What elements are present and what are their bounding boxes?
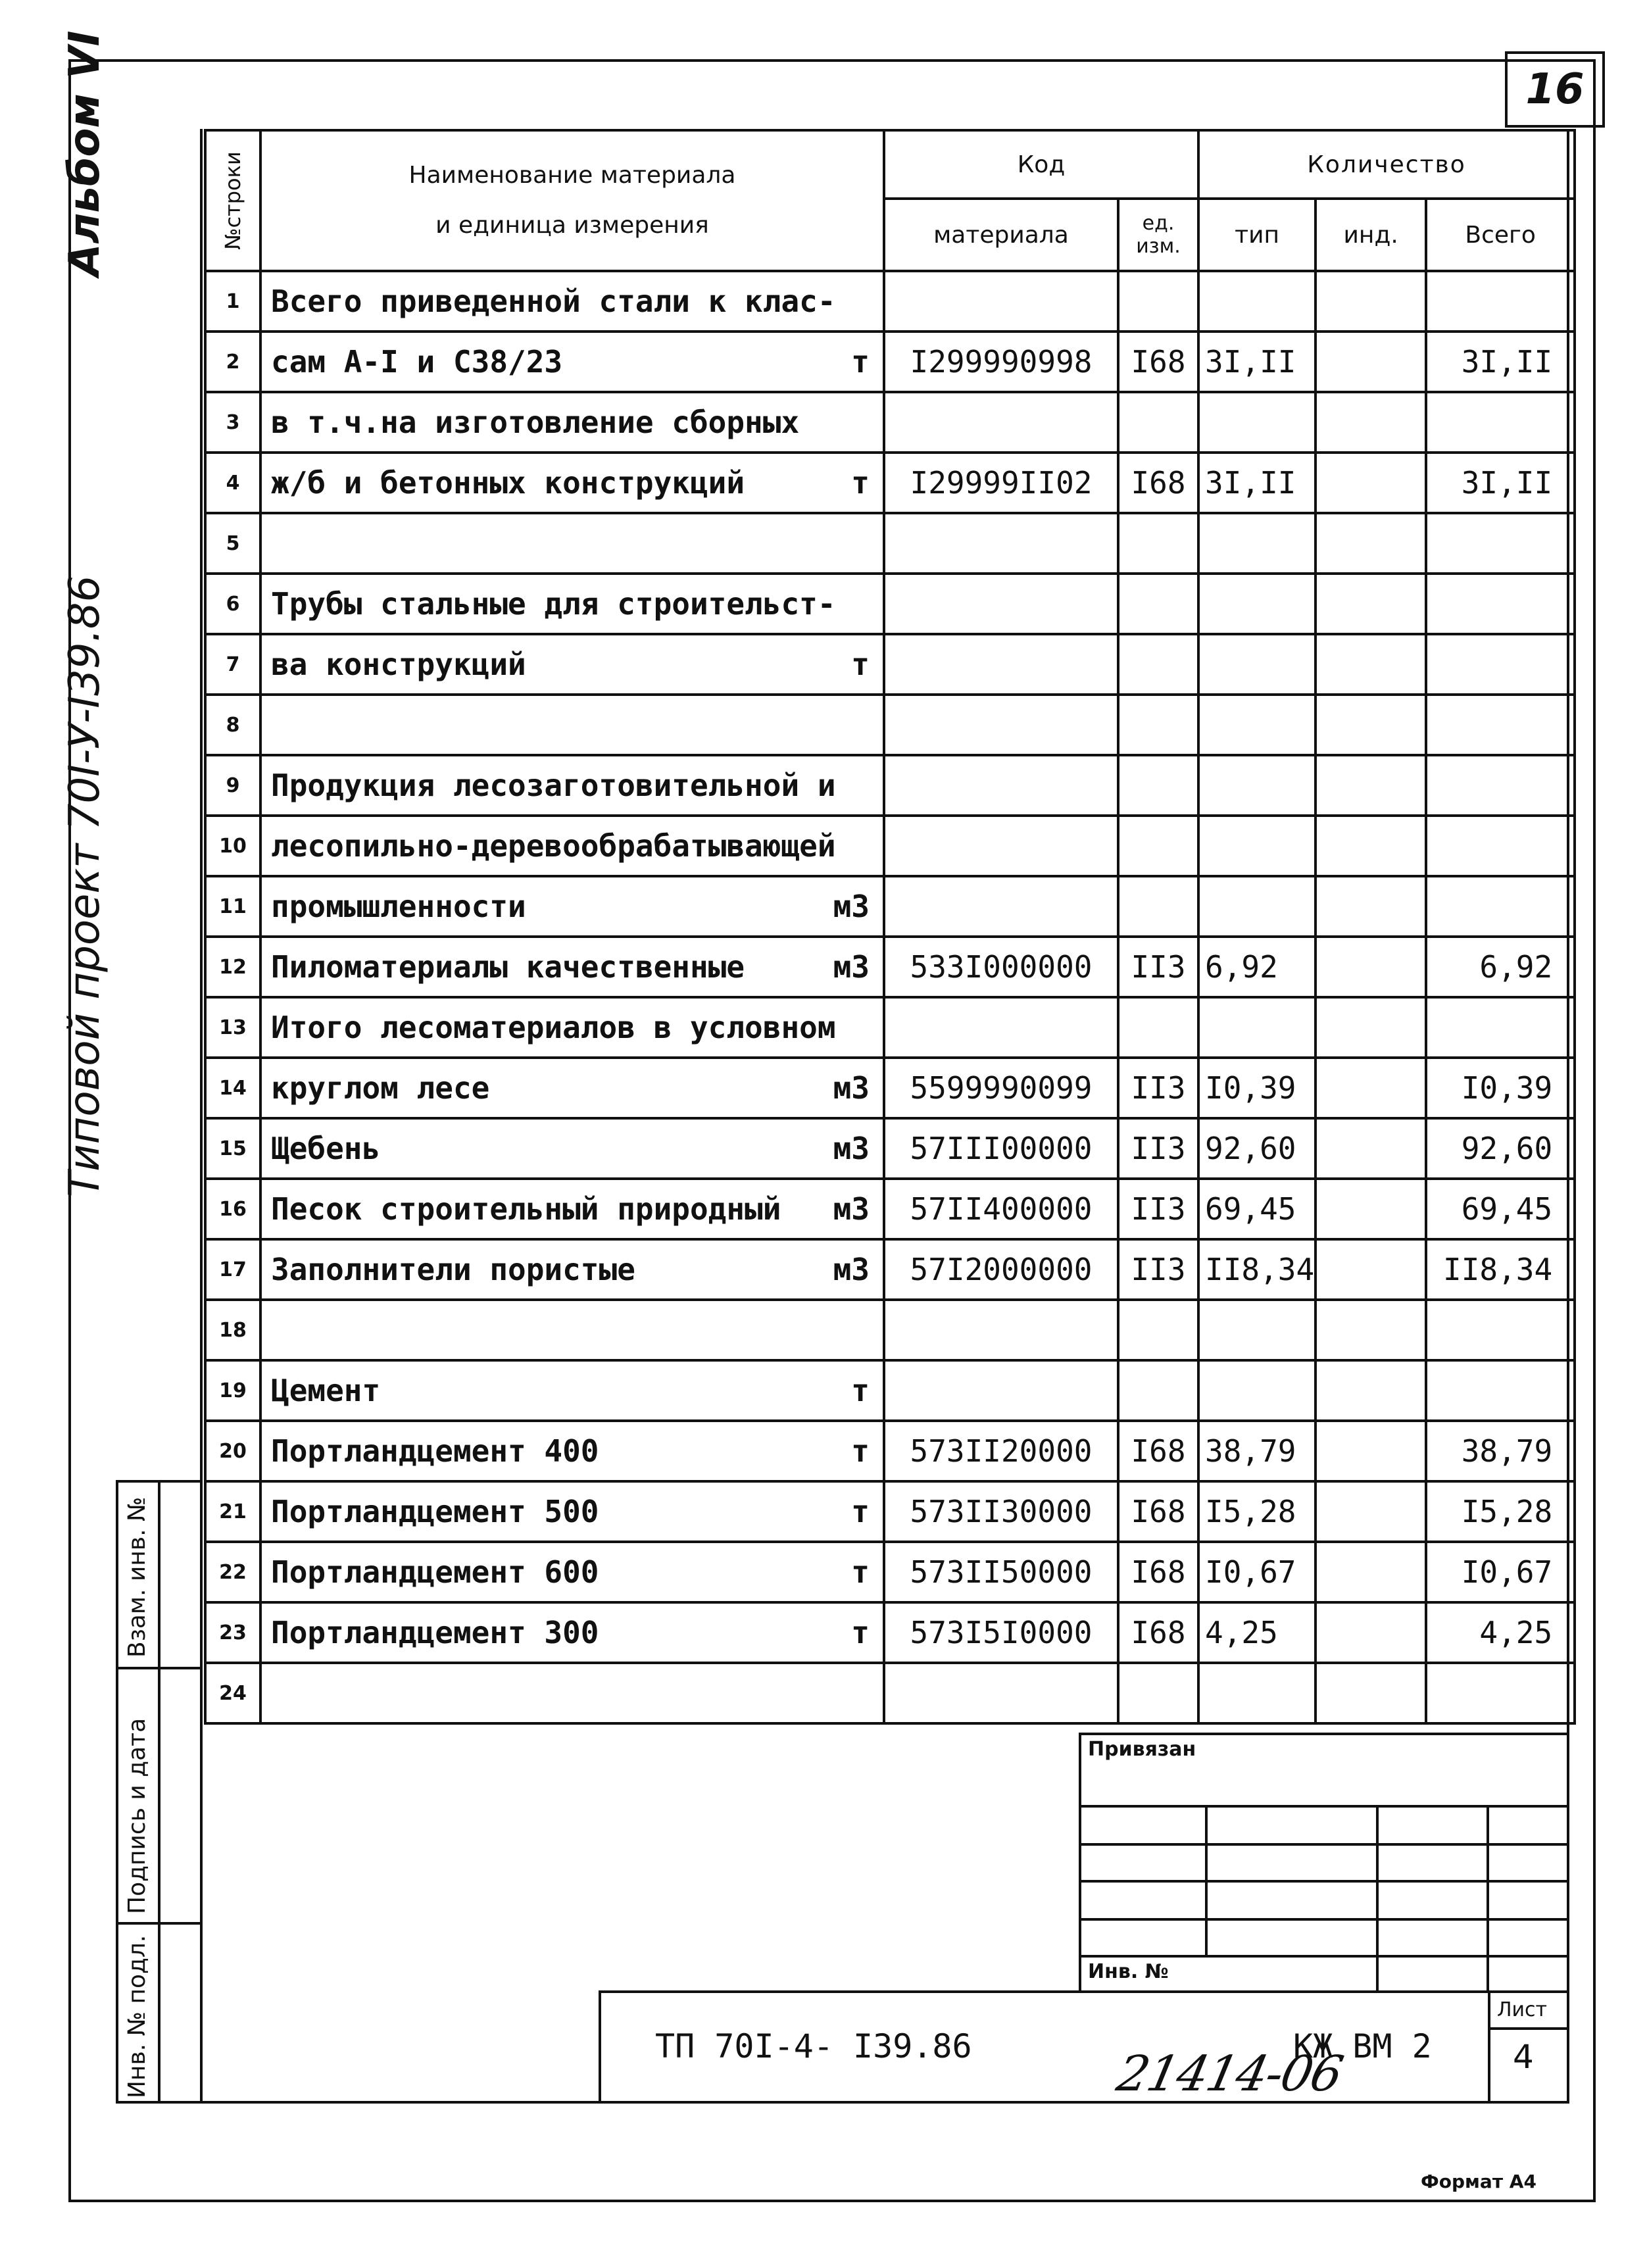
qty-ind [1315, 876, 1426, 937]
stamp-inv-podl: Инв. № подл. [124, 1935, 151, 2098]
material-name-text: ва конструкций [271, 647, 526, 682]
unit-code: II3 [1118, 1239, 1198, 1300]
material-name-text: сам А-I и С38/23 [271, 344, 563, 380]
qty-type [1198, 1300, 1315, 1360]
material-unit: т [851, 1494, 870, 1529]
material-code: 57II400000 [884, 1179, 1118, 1239]
material-name-text: Итого лесоматериалов в условном [271, 1010, 836, 1045]
qty-ind [1315, 1239, 1426, 1300]
material-unit: м3 [833, 1191, 870, 1227]
table-row [205, 1481, 1575, 1542]
qty-total: 3I,II [1426, 332, 1575, 392]
qty-total: 38,79 [1426, 1421, 1575, 1481]
qty-type: I5,28 [1198, 1481, 1315, 1542]
qty-ind [1315, 634, 1426, 695]
header-name-line1: Наименование материала [408, 162, 736, 189]
qty-total [1426, 513, 1575, 574]
qty-ind [1315, 1542, 1426, 1602]
material-code: 57III00000 [884, 1118, 1118, 1179]
material-unit: т [851, 1615, 870, 1650]
material-code: 573II20000 [884, 1421, 1118, 1481]
header-name-line2: и единица измерения [435, 212, 709, 239]
material-code: 573II50000 [884, 1542, 1118, 1602]
unit-code: I68 [1118, 1602, 1198, 1663]
material-name [260, 1481, 884, 1542]
qty-type: I0,39 [1198, 1058, 1315, 1118]
stamp-line-1 [116, 1667, 203, 1669]
qty-total [1426, 392, 1575, 453]
material-code [884, 755, 1118, 816]
row-number: 17 [205, 1239, 260, 1300]
material-name [260, 271, 884, 332]
material-name [260, 1360, 884, 1421]
unit-code: II3 [1118, 1058, 1198, 1118]
qty-total [1426, 1300, 1575, 1360]
qty-ind [1315, 1179, 1426, 1239]
handwritten-number: 21414-06 [1112, 2046, 1347, 2102]
header-qty-total: Всего [1426, 199, 1575, 271]
privyazan-label: Привязан [1088, 1738, 1196, 1761]
qty-total [1426, 755, 1575, 816]
unit-code [1118, 1300, 1198, 1360]
qty-type: 3I,II [1198, 332, 1315, 392]
table-row [205, 1179, 1575, 1239]
material-name [260, 453, 884, 513]
material-unit: м3 [833, 1252, 870, 1287]
table-row [205, 1300, 1575, 1360]
doc-code: ТП 70I-4- I39.86 [655, 2027, 972, 2065]
table-row [205, 1542, 1575, 1602]
table-row [205, 453, 1575, 513]
qty-total: 6,92 [1426, 937, 1575, 997]
row-number: 12 [205, 937, 260, 997]
qty-ind [1315, 1360, 1426, 1421]
material-name-text: лесопильно-деревообрабатывающей [271, 828, 836, 864]
qty-ind [1315, 937, 1426, 997]
privyazan-line-3 [1079, 1880, 1569, 1883]
row-number: 14 [205, 1058, 260, 1118]
material-unit: т [851, 1433, 870, 1469]
unit-code: I68 [1118, 1542, 1198, 1602]
material-code [884, 634, 1118, 695]
unit-code: II3 [1118, 937, 1198, 997]
row-number: 16 [205, 1179, 260, 1239]
material-unit: т [851, 465, 870, 501]
qty-ind [1315, 1481, 1426, 1542]
material-name-text: Песок строительный природный [271, 1191, 781, 1227]
qty-total [1426, 271, 1575, 332]
material-code: 573II30000 [884, 1481, 1118, 1542]
row-number: 7 [205, 634, 260, 695]
doc-mark: КЖ ВМ 2 [1293, 2027, 1432, 2065]
stamp-line-left [116, 1480, 118, 2104]
unit-code [1118, 392, 1198, 453]
material-unit: т [851, 647, 870, 682]
row-number: 20 [205, 1421, 260, 1481]
material-name [260, 1542, 884, 1602]
qty-total [1426, 1663, 1575, 1723]
material-unit: м3 [833, 889, 870, 924]
qty-ind [1315, 453, 1426, 513]
material-code: 57I2000000 [884, 1239, 1118, 1300]
material-name-text: Портландцемент 600 [271, 1554, 599, 1590]
material-name [260, 937, 884, 997]
sheet-label: Лист [1497, 1998, 1548, 2021]
unit-code [1118, 574, 1198, 634]
qty-type: 6,92 [1198, 937, 1315, 997]
unit-code [1118, 1663, 1198, 1723]
stamp-line-top [116, 1480, 203, 1483]
material-name-text: Продукция лесозаготовительной и [271, 768, 836, 803]
unit-code [1118, 816, 1198, 876]
table-row [205, 1058, 1575, 1118]
qty-ind [1315, 816, 1426, 876]
privyazan-col-2 [1376, 1805, 1379, 1993]
material-name [260, 876, 884, 937]
header-qty-type: тип [1198, 199, 1315, 271]
qty-total [1426, 695, 1575, 755]
unit-code [1118, 695, 1198, 755]
material-name-text: промышленности [271, 889, 526, 924]
material-name-text: Цемент [271, 1373, 381, 1408]
material-code: 533I000000 [884, 937, 1118, 997]
material-name [260, 695, 884, 755]
row-number: 15 [205, 1118, 260, 1179]
qty-total: II8,34 [1426, 1239, 1575, 1300]
privyazan-col-3 [1487, 1805, 1489, 1993]
qty-type: II8,34 [1198, 1239, 1315, 1300]
privyazan-line-4 [1079, 1918, 1569, 1921]
qty-type [1198, 634, 1315, 695]
table-row [205, 1239, 1575, 1300]
unit-code [1118, 271, 1198, 332]
material-name-text: Пиломатериалы качественные [271, 949, 745, 985]
table-row [205, 271, 1575, 332]
table-row [205, 332, 1575, 392]
table-row [205, 816, 1575, 876]
row-number: 4 [205, 453, 260, 513]
material-name-text: ж/б и бетонных конструкций [271, 465, 745, 501]
material-code [884, 1663, 1118, 1723]
table-row [205, 937, 1575, 997]
table-row [205, 1663, 1575, 1723]
table-row [205, 1118, 1575, 1179]
header-code: Код [884, 130, 1198, 199]
row-number: 3 [205, 392, 260, 453]
material-unit: т [851, 1373, 870, 1408]
header-code-material: материала [884, 199, 1118, 271]
material-name [260, 1179, 884, 1239]
qty-total: 4,25 [1426, 1602, 1575, 1663]
qty-ind [1315, 997, 1426, 1058]
row-number: 21 [205, 1481, 260, 1542]
material-name [260, 1421, 884, 1481]
qty-type [1198, 1360, 1315, 1421]
stamp-vzam: Взам. инв. № [124, 1496, 151, 1658]
privyazan-line-5 [1079, 1955, 1569, 1958]
qty-ind [1315, 513, 1426, 574]
table-row [205, 695, 1575, 755]
qty-ind [1315, 392, 1426, 453]
material-code [884, 695, 1118, 755]
qty-ind [1315, 271, 1426, 332]
qty-type: 92,60 [1198, 1118, 1315, 1179]
stamp-line-mid [158, 1480, 160, 2104]
table-row [205, 1421, 1575, 1481]
table-row [205, 1360, 1575, 1421]
qty-ind [1315, 1118, 1426, 1179]
header-qty-ind: инд. [1315, 199, 1426, 271]
materials-table-body [205, 271, 1575, 1723]
material-code [884, 392, 1118, 453]
stamp-line-2 [116, 1922, 203, 1925]
qty-total [1426, 574, 1575, 634]
material-unit: т [851, 344, 870, 380]
material-name [260, 1663, 884, 1723]
material-code [884, 876, 1118, 937]
qty-ind [1315, 332, 1426, 392]
table-row [205, 997, 1575, 1058]
qty-total [1426, 1360, 1575, 1421]
row-number: 5 [205, 513, 260, 574]
unit-code [1118, 997, 1198, 1058]
row-number: 9 [205, 755, 260, 816]
material-name [260, 513, 884, 574]
qty-total [1426, 997, 1575, 1058]
inv-no-label: Инв. № [1088, 1960, 1169, 1983]
row-number: 1 [205, 271, 260, 332]
material-code [884, 997, 1118, 1058]
qty-total [1426, 816, 1575, 876]
table-row [205, 634, 1575, 695]
qty-type [1198, 1663, 1315, 1723]
row-number: 18 [205, 1300, 260, 1360]
table-row [205, 574, 1575, 634]
unit-code [1118, 1360, 1198, 1421]
material-code: I299990998 [884, 332, 1118, 392]
material-code: 5599990099 [884, 1058, 1118, 1118]
table-row [205, 755, 1575, 816]
qty-type: 69,45 [1198, 1179, 1315, 1239]
privyazan-col-1 [1205, 1805, 1208, 1958]
material-unit: м3 [833, 1131, 870, 1166]
material-code [884, 574, 1118, 634]
table-row [205, 1602, 1575, 1663]
qty-type [1198, 392, 1315, 453]
material-name-text: Портландцемент 400 [271, 1433, 599, 1469]
header-quantity: Количество [1198, 130, 1575, 199]
qty-ind [1315, 1300, 1426, 1360]
table-row [205, 513, 1575, 574]
stamp-line-bottom [116, 2101, 203, 2104]
qty-total: 92,60 [1426, 1118, 1575, 1179]
material-code [884, 816, 1118, 876]
qty-total [1426, 634, 1575, 695]
qty-ind [1315, 695, 1426, 755]
material-name-text: Трубы стальные для строительст- [271, 586, 836, 622]
material-name [260, 1239, 884, 1300]
qty-type [1198, 876, 1315, 937]
sheet-cell-line [1488, 2027, 1569, 2030]
qty-ind [1315, 1663, 1426, 1723]
unit-code [1118, 513, 1198, 574]
material-name [260, 1300, 884, 1360]
qty-ind [1315, 1602, 1426, 1663]
row-number: 6 [205, 574, 260, 634]
qty-ind [1315, 755, 1426, 816]
unit-code: I68 [1118, 453, 1198, 513]
format-label: Формат А4 [1421, 2171, 1536, 2192]
qty-type: I0,67 [1198, 1542, 1315, 1602]
table-row [205, 876, 1575, 937]
unit-code [1118, 634, 1198, 695]
material-name [260, 634, 884, 695]
qty-type [1198, 695, 1315, 755]
material-unit: м3 [833, 1070, 870, 1106]
unit-code: I68 [1118, 1421, 1198, 1481]
row-number: 24 [205, 1663, 260, 1723]
material-name-text: Всего приведенной стали к клас- [271, 284, 836, 319]
qty-ind [1315, 1421, 1426, 1481]
project-label: Типовой проект 70I-У-I39.86 [61, 575, 109, 1197]
material-name [260, 574, 884, 634]
unit-code [1118, 876, 1198, 937]
sheet-number: 16 [1525, 65, 1585, 114]
qty-type [1198, 574, 1315, 634]
privyazan-line-1 [1079, 1805, 1569, 1808]
sheet-cell-divider [1488, 1990, 1490, 2104]
row-number: 11 [205, 876, 260, 937]
qty-type [1198, 513, 1315, 574]
album-label: Альбом VI [61, 30, 109, 276]
material-name [260, 1118, 884, 1179]
qty-total: I0,39 [1426, 1058, 1575, 1118]
material-code [884, 513, 1118, 574]
header-code-unit: ед. изм. [1118, 199, 1198, 271]
unit-code: I68 [1118, 1481, 1198, 1542]
unit-code [1118, 755, 1198, 816]
material-name-text: в т.ч.на изготовление сборных [271, 405, 800, 440]
material-code: 573I5I0000 [884, 1602, 1118, 1663]
qty-total: I5,28 [1426, 1481, 1575, 1542]
material-name [260, 816, 884, 876]
material-name-text: круглом лесе [271, 1070, 490, 1106]
frame-inner-left [200, 129, 203, 2104]
qty-ind [1315, 574, 1426, 634]
row-number: 8 [205, 695, 260, 755]
row-number: 13 [205, 997, 260, 1058]
material-name-text: Заполнители пористые [271, 1252, 635, 1287]
material-name-text: Портландцемент 300 [271, 1615, 599, 1650]
material-name-text: Портландцемент 500 [271, 1494, 599, 1529]
material-name [260, 1602, 884, 1663]
material-unit: т [851, 1554, 870, 1590]
unit-code: II3 [1118, 1179, 1198, 1239]
qty-type [1198, 997, 1315, 1058]
qty-total: 69,45 [1426, 1179, 1575, 1239]
row-number: 23 [205, 1602, 260, 1663]
privyazan-line-2 [1079, 1843, 1569, 1846]
qty-total: I0,67 [1426, 1542, 1575, 1602]
material-name [260, 1058, 884, 1118]
material-name [260, 392, 884, 453]
qty-type: 3I,II [1198, 453, 1315, 513]
header-name [260, 130, 884, 271]
qty-type [1198, 271, 1315, 332]
material-name [260, 332, 884, 392]
material-code [884, 1300, 1118, 1360]
qty-type: 4,25 [1198, 1602, 1315, 1663]
qty-type [1198, 816, 1315, 876]
qty-type: 38,79 [1198, 1421, 1315, 1481]
qty-type [1198, 755, 1315, 816]
material-unit: м3 [833, 949, 870, 985]
materials-table [204, 129, 1576, 1725]
material-code [884, 1360, 1118, 1421]
table-row [205, 392, 1575, 453]
row-number: 10 [205, 816, 260, 876]
privyazan-box [1079, 1733, 1569, 1993]
row-number: 22 [205, 1542, 260, 1602]
qty-total: 3I,II [1426, 453, 1575, 513]
qty-total [1426, 876, 1575, 937]
stamp-podpis: Подпись и дата [124, 1717, 151, 1914]
material-name [260, 997, 884, 1058]
material-code [884, 271, 1118, 332]
sheet-value: 4 [1513, 2038, 1534, 2076]
row-number: 19 [205, 1360, 260, 1421]
header-row-no: №строки [205, 130, 260, 271]
material-name [260, 755, 884, 816]
unit-code: II3 [1118, 1118, 1198, 1179]
unit-code: I68 [1118, 332, 1198, 392]
material-code: I29999II02 [884, 453, 1118, 513]
qty-ind [1315, 1058, 1426, 1118]
row-number: 2 [205, 332, 260, 392]
material-name-text: Щебень [271, 1131, 381, 1166]
